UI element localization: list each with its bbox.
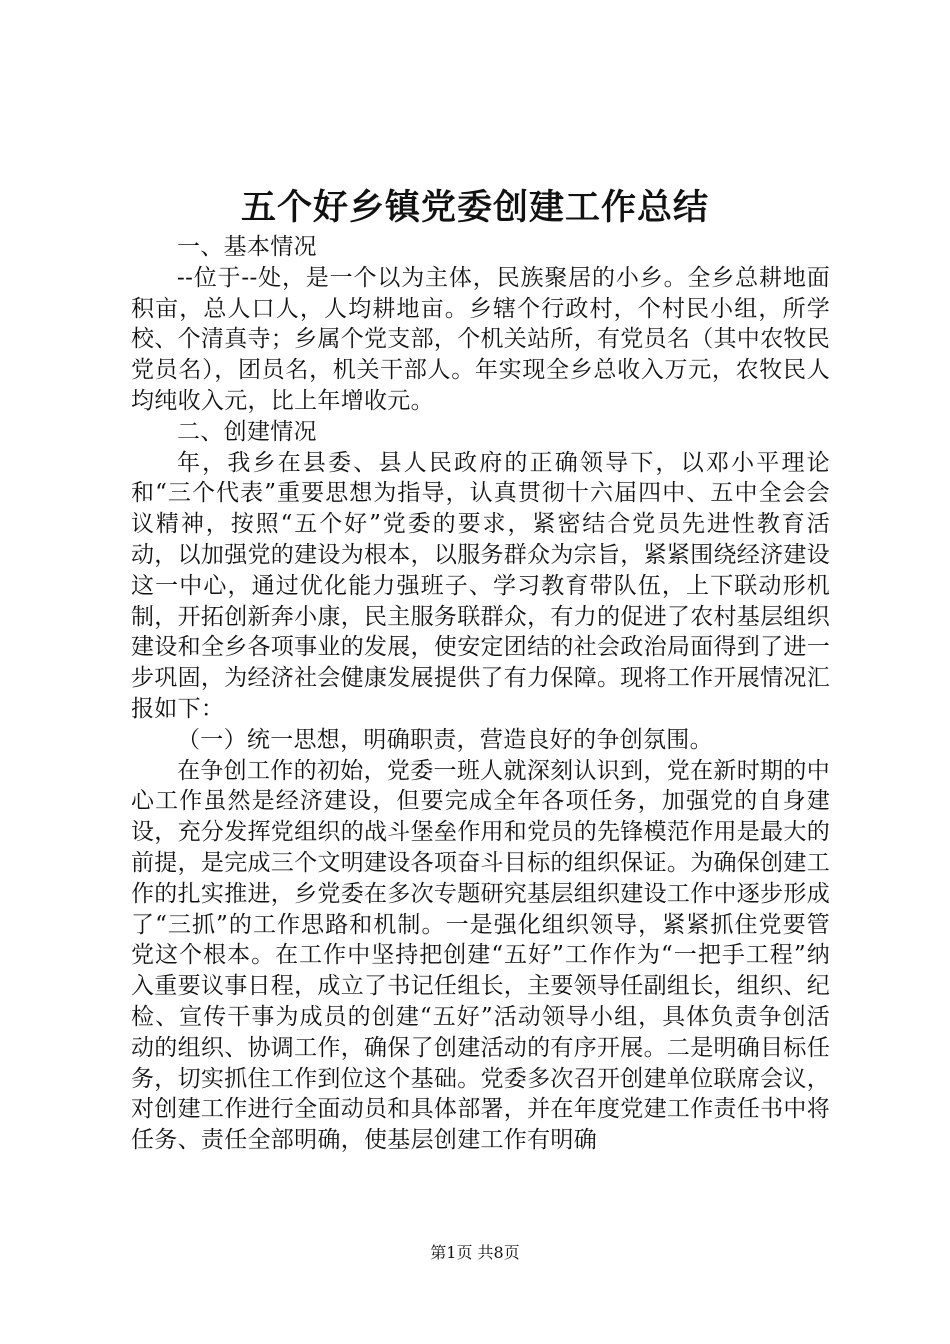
subsection-heading-1: （一）统一思想，明确职责，营造良好的争创氛围。 [177,726,713,753]
section-heading-creation: 二、创建情况 [177,418,317,445]
paragraph-basic-info: --位于--处，是一个以为主体，民族聚居的小乡。全乡总耕地面积亩，总人口人，人均耕地亩。乡辖个行政村，个村民小组，所学校、个清真寺；乡属个党支部，个机关站所，有党员名（其中农牧民党员名），团员名，机关干部人。年实现全乡总收入万元，农牧民人均纯收入元，比上年增收元。 [131,264,830,414]
section-heading-basic-info: 一、基本情况 [177,234,317,260]
document-title: 五个好乡镇党委创建工作总结 [240,188,709,228]
page-number-footer: 第1页 共8页 [430,1243,520,1262]
paragraph-creation-intro: 年，我乡在县委、县人民政府的正确领导下，以邓小平理论和“三个代表”重要思想为指导，认真贯彻十六届四中、五中全会会议精神，按照“五个好”党委的要求，紧密结合党员先进性教育活动，以加强党的建设为根本，以服务群众为宗旨，紧紧围绕经济建设这一中心，通过优化能力强班子、学习教育带队伍，上下联动形机制，开拓创新奔小康，民主服务联群众，有力的促进了农村基层组织建设和全乡各项事业的发展，使安定团结的社会政治局面得到了进一步巩固，为经济社会健康发展提供了有力保障。现将工作开展情况汇报如下： [131,449,830,722]
document-body [131,232,830,1156]
paragraph-subsection-1: 在争创工作的初始，党委一班人就深刻认识到，党在新时期的中心工作虽然是经济建设，但要完成全年各项任务，加强党的自身建设，充分发挥党组织的战斗堡垒作用和党员的先锋模范作用是最大的前提，是完成三个文明建设各项奋斗目标的组织保证。为确保创建工作的扎实推进，乡党委在多次专题研究基层组织建设工作中逐步形成了“三抓”的工作思路和机制。一是强化组织领导，紧紧抓住党要管党这个根本。在工作中坚持把创建“五好”工作作为“一把手工程”纳入重要议事日程，成立了书记任组长，主要领导任副组长，组织、纪检、宣传干事为成员的创建“五好”活动领导小组，具体负责争创活动的组织、协调工作，确保了创建活动的有序开展。二是明确目标任务，切实抓住工作到位这个基础。党委多次召开创建单位联席会议，对创建工作进行全面动员和具体部署，并在年度党建工作责任书中将任务、责任全部明确，使基层创建工作有明确 [131,757,830,1154]
